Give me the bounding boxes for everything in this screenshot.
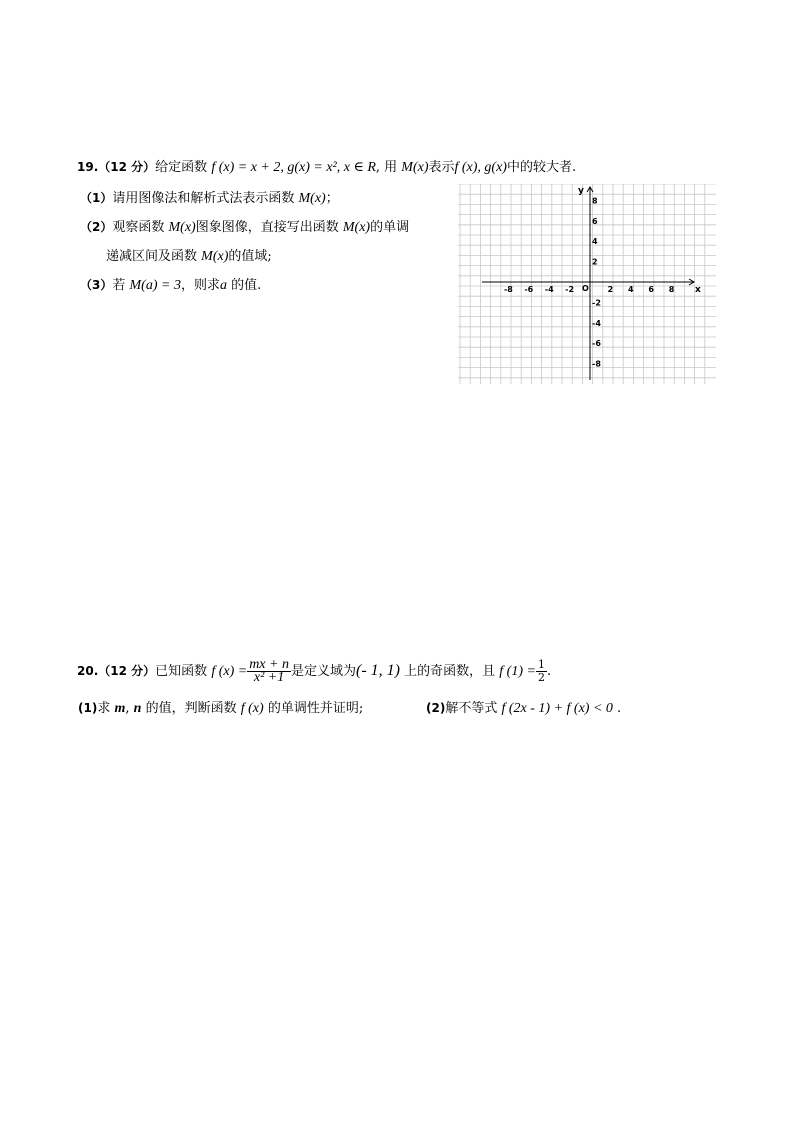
q20-part1 (78, 699, 363, 718)
q19-score: （12 分） (98, 160, 156, 174)
y-tick-label: -2 (592, 298, 601, 308)
q20-p1-fx: f (x) (240, 701, 264, 716)
x-tick-label: -8 (503, 285, 513, 294)
q20-frac-den: x² +1 (253, 670, 285, 685)
q19-p1-end: ； (325, 191, 339, 206)
q20-f1-num: 1 (537, 658, 545, 671)
x-tick-label: -6 (524, 285, 534, 294)
q20-p1-text-b: 的值，判断函数 (145, 701, 237, 716)
q19-p3-text-b: ，则求 (180, 278, 220, 293)
y-tick-label: 8 (592, 196, 598, 206)
q19-p3-var: a (219, 278, 227, 293)
y-tick-label: 6 (592, 216, 598, 226)
q20-part2 (426, 699, 621, 718)
q19-p2-line2-a: 递减区间及函数 (106, 249, 198, 264)
q19-part3 (80, 276, 261, 295)
q20-stem-end: . (546, 664, 552, 679)
q19-p3-math: M(a) = 3 (129, 278, 181, 293)
q20-p2-end: . (617, 701, 622, 716)
q19-p1-Mx: M(x) (298, 191, 326, 206)
q20-f1: f (1) = (499, 664, 536, 679)
q20-stem-a: 已知函数 (155, 664, 208, 679)
y-tick-label: 4 (592, 237, 598, 247)
q20-f1-den: 2 (537, 671, 545, 684)
q19-f-def: f (x) = x + 2, g(x) = x², x ∈ R (211, 160, 376, 175)
q20-p2-math: f (2x - 1) + f (x) < 0 (501, 701, 613, 716)
q19-number: 19. (77, 160, 99, 174)
q20-stem-c: 上的奇函数，且 (404, 664, 496, 679)
x-tick-label: 8 (668, 285, 675, 294)
y-tick-label: 2 (592, 257, 598, 267)
q20-p1-text-c: 的单调性并证明; (267, 701, 364, 716)
q19-part2-line2 (106, 248, 272, 266)
q19-fg: f (x), g(x) (454, 160, 507, 175)
x-axis-label: x (695, 285, 701, 295)
y-tick-label: -4 (592, 318, 601, 328)
q19-stem-c: 表示 (428, 160, 455, 175)
q19-part2 (80, 218, 409, 237)
q19-p1-label: （1） (80, 191, 113, 205)
q20-stem-b: 是定义域为 (290, 664, 356, 679)
q19-p3-text-c: 的值. (231, 278, 262, 293)
q20-f-lhs: f (x) = (211, 664, 248, 679)
y-axis-label: y (578, 186, 584, 196)
q20-p1-label: (1) (78, 701, 98, 715)
q20-frac-num: mx + n (249, 657, 289, 672)
q19-p2-text-b: 图象图像，直接写出函数 (195, 220, 339, 235)
x-tick-label: 2 (607, 285, 614, 294)
y-tick-label: -6 (592, 339, 601, 349)
x-tick-label: 6 (648, 285, 654, 294)
q19-p2-Mx-b: M(x) (342, 220, 371, 235)
x-tick-label: -2 (565, 285, 575, 294)
q20-p1-m: m (114, 701, 126, 716)
q19-stem-a: 给定函数 (155, 160, 208, 175)
q19-p2-label: （2） (80, 220, 113, 234)
q19-p2-Mx-a: M(x) (168, 220, 196, 235)
q19-p2-text-a: 观察函数 (112, 220, 165, 235)
q19-p2-line2-b: 的值域; (228, 249, 272, 264)
q20-fraction (247, 659, 291, 684)
q19-stem-d: 中的较大者. (506, 160, 577, 175)
origin-label: O (582, 284, 589, 293)
q20-score: （12 分） (98, 664, 156, 678)
q19-p1-text: 请用图像法和解析式法表示函数 (112, 191, 295, 206)
x-tick-label: 4 (628, 285, 634, 294)
q20-number: 20. (77, 664, 99, 678)
x-tick-label: -4 (544, 285, 554, 294)
q19-p3-text-a: 若 (112, 278, 126, 293)
q20-p1-text-a: 求 (97, 701, 111, 716)
q20-p1-n: n (133, 701, 142, 716)
q19-Mx: M(x) (401, 160, 429, 175)
q20-p2-text: 解不等式 (445, 701, 498, 716)
q20-stem (77, 658, 551, 685)
q19-p2-text-c: 的单调 (370, 220, 410, 235)
q20-p1-sep: , (125, 701, 130, 716)
q19-part1 (80, 189, 339, 208)
q20-p2-label: (2) (426, 701, 446, 715)
q20-domain: (- 1, 1) (355, 662, 400, 679)
q19-stem-b: , 用 (375, 160, 398, 175)
coordinate-grid (458, 184, 716, 384)
q19-p2-Mx-c: M(x) (201, 249, 229, 264)
q19-p3-label: （3） (80, 278, 113, 292)
q19-stem (77, 158, 576, 177)
q20-f1-fraction (536, 659, 547, 684)
y-tick-label: -8 (592, 359, 601, 369)
